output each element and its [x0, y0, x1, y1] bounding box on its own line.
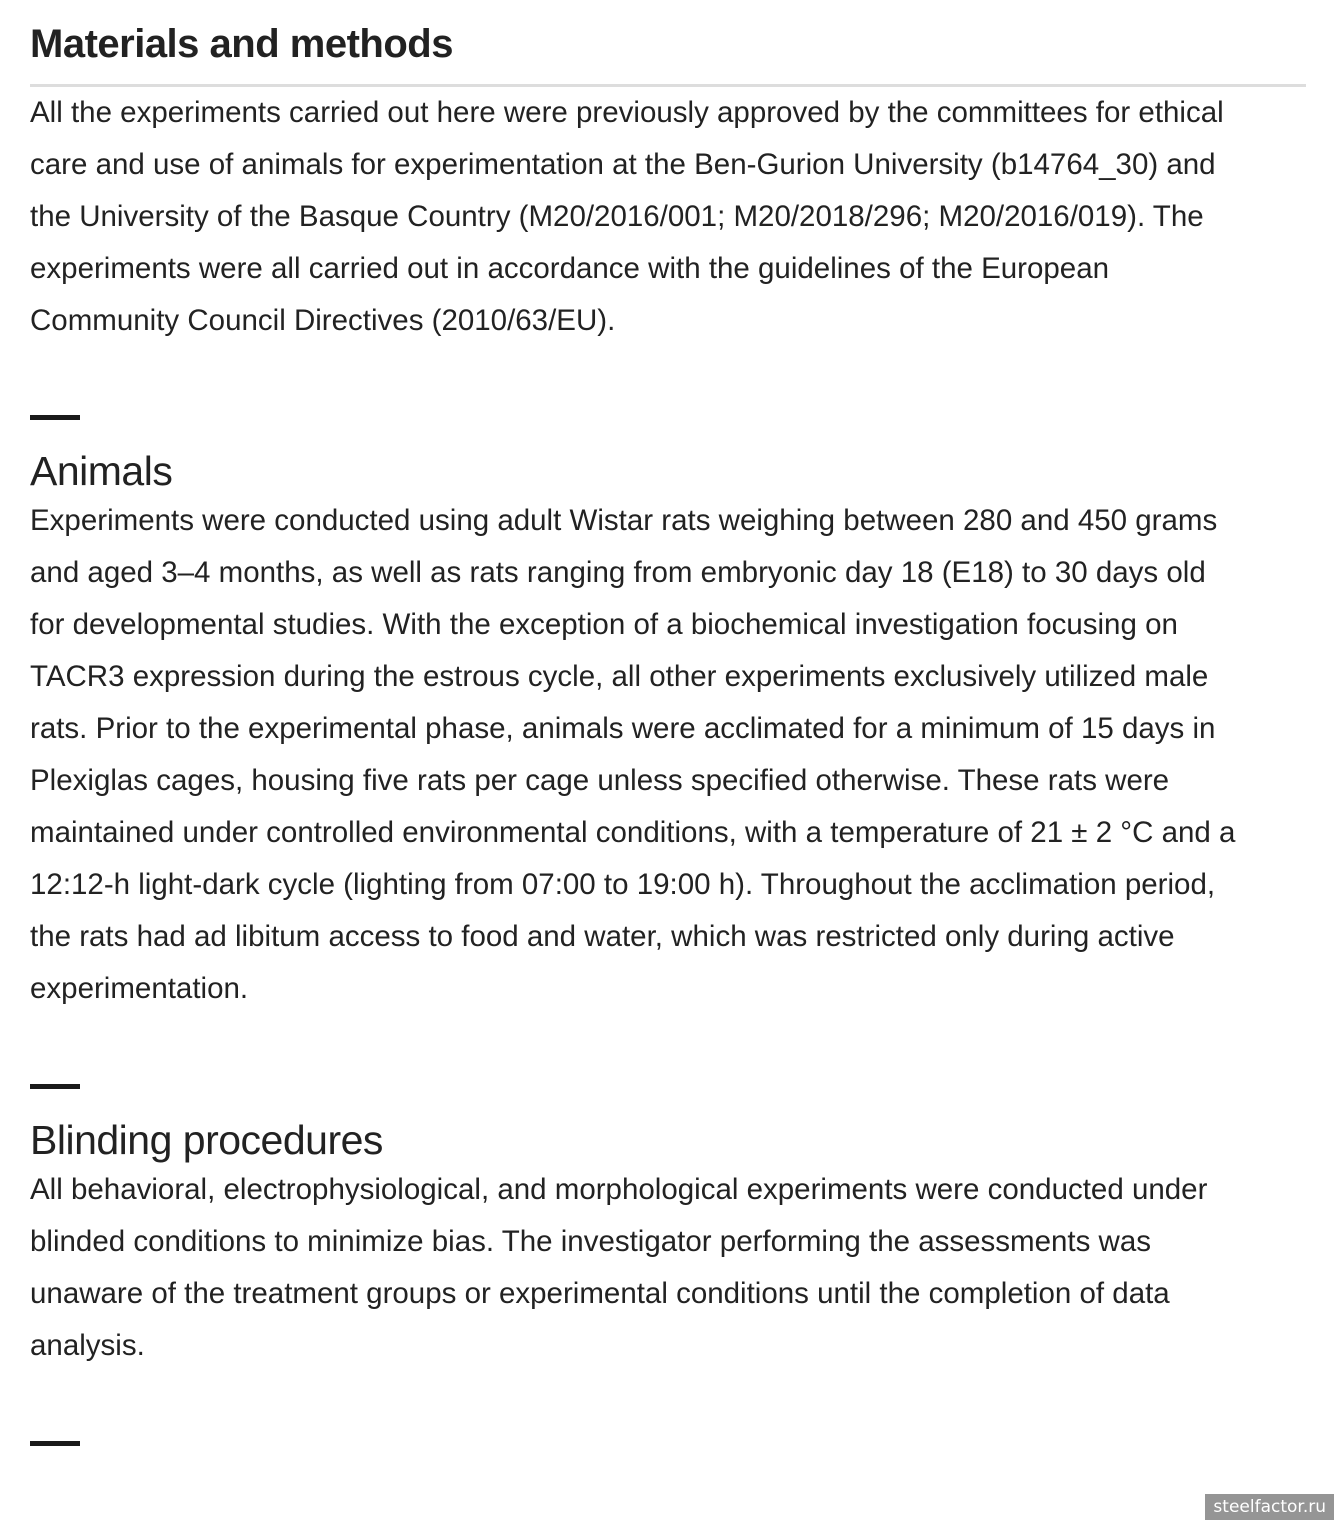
subsection-heading-animals: Animals: [30, 448, 173, 494]
section-divider: [30, 1084, 80, 1089]
watermark: steelfactor.ru: [1205, 1494, 1334, 1520]
section-divider: [30, 415, 80, 420]
subsection-heading-blinding-procedures: Blinding procedures: [30, 1117, 383, 1163]
section-title-materials-and-methods: Materials and methods: [30, 0, 1306, 87]
article: [30, 0, 1306, 1446]
section-divider: [30, 1441, 80, 1446]
animals-paragraph: Experiments were conducted using adult Wistar rats weighing between 280 and 450 grams and aged 3–4 months, as well as rats ranging from embryonic day 18 (E18) to 30 days old for developmental studies. With the exception of a biochemical investigation focusing on TACR3 expression during the estrous cycle, all other experiments exclusively utilized male rats. Prior to the experimental phase, animals were acclimated for a minimum of 15 days in Plexiglas cages, housing five rats per cage unless specified otherwise. These rats were maintained under controlled environmental conditions, with a temperature of 21 ± 2 °C and a 12:12-h light-dark cycle (lighting from 07:00 to 19:00 h). Throughout the acclimation period, the rats had ad libitum access to food and water, which was restricted only during active experimentation.: [30, 504, 1236, 1005]
intro-paragraph: All the experiments carried out here were previously approved by the committees for ethical care and use of animals for experimentation at the Ben-Gurion University (b14764_30) and the University of the Basque Country (M20/2016/001; M20/2018/296; M20/2016/019). The experiments were all carried out in accordance with the guidelines of the European Community Council Directives (2010/63/EU).: [30, 96, 1224, 337]
blinding-paragraph: All behavioral, electrophysiological, and morphological experiments were conducted under blinded conditions to minimize bias. The investigator performing the assessments was unaware of the treatment groups or experimental conditions until the completion of data analysis.: [30, 1173, 1208, 1362]
